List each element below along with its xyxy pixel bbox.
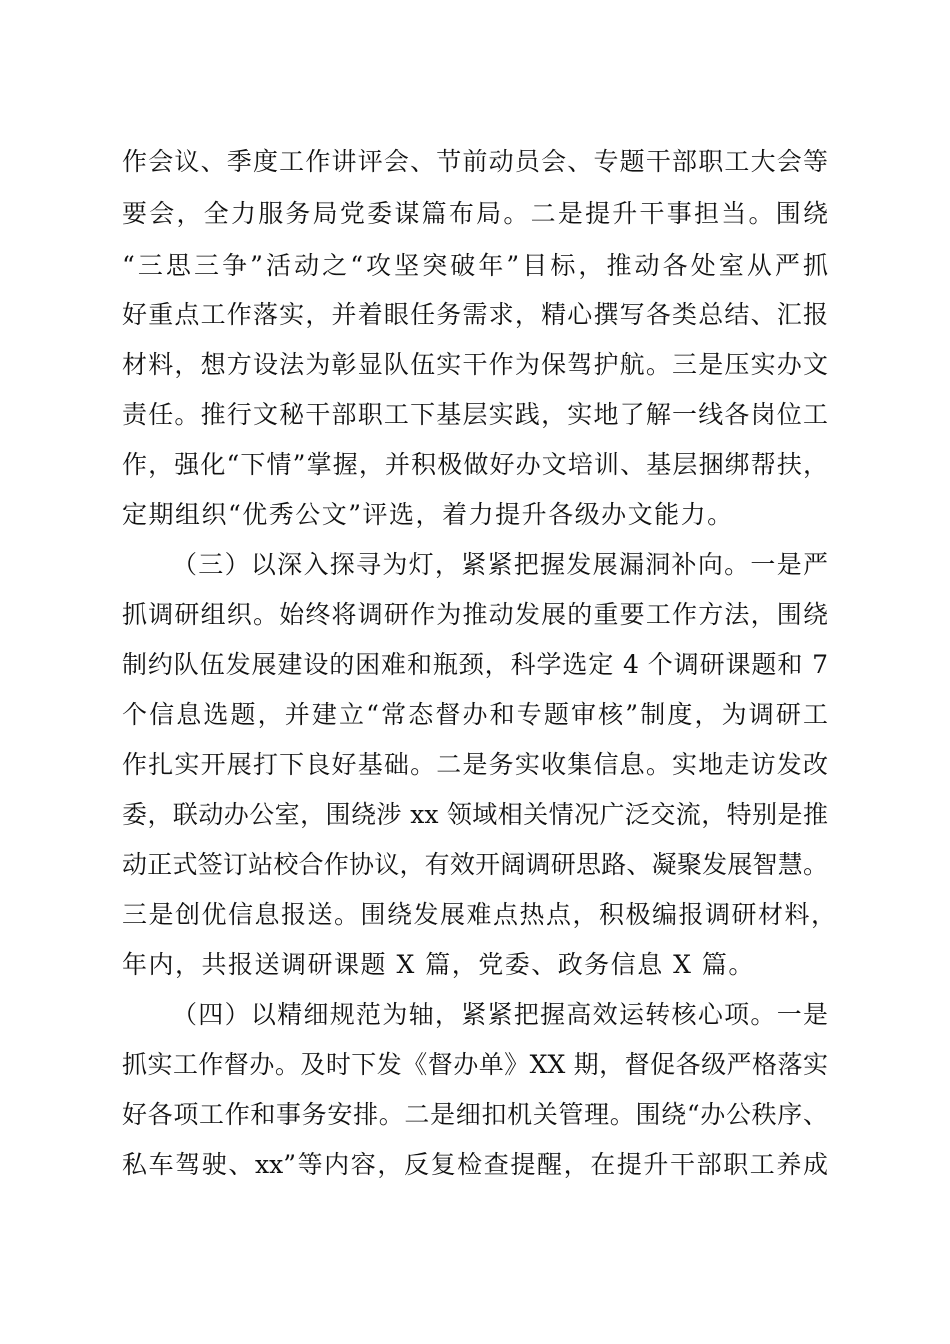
text-line: 抓实工作督办。及时下发《督办单》XX 期，督促各级严格落实 — [122, 1050, 828, 1079]
text-line: 要会，全力服务局党委谋篇布局。二是提升干事担当。围绕 — [122, 199, 828, 228]
text-line: 定期组织“优秀公文”评选，着力提升各级办文能力。 — [122, 500, 734, 529]
text-line: 个信息选题，并建立“常态督办和专题审核”制度，为调研工 — [122, 700, 828, 729]
text-line: 责任。推行文秘干部职工下基层实践，实地了解一线各岗位工 — [122, 400, 828, 429]
text-line: 作，强化“下情”掌握，并积极做好办文培训、基层捆绑帮扶， — [122, 450, 828, 479]
text-line: 动正式签订站校合作协议，有效开阔调研思路、凝聚发展智慧。 — [122, 850, 828, 879]
text-line: 好各项工作和事务安排。二是细扣机关管理。围绕“办公秩序、 — [122, 1100, 828, 1129]
text-line: 材料，想方设法为彰显队伍实干作为保驾护航。三是压实办文 — [122, 350, 828, 379]
text-line: 委，联动办公室，围绕涉 xx 领域相关情况广泛交流，特别是推 — [122, 800, 828, 829]
text-line: 好重点工作落实，并着眼任务需求，精心撰写各类总结、汇报 — [122, 300, 828, 329]
text-line: 私车驾驶、xx”等内容，反复检查提醒，在提升干部职工养成 — [122, 1150, 828, 1179]
text-line: “三思三争”活动之“攻坚突破年”目标，推动各处室从严抓 — [122, 251, 828, 280]
text-line: 年内，共报送调研课题 X 篇，党委、政务信息 X 篇。 — [122, 950, 755, 979]
section-heading-line: （四）以精细规范为轴，紧紧把握高效运转核心项。一是 — [172, 1000, 828, 1029]
text-line: 三是创优信息报送。围绕发展难点热点，积极编报调研材料， — [122, 900, 838, 929]
text-line: 制约队伍发展建设的困难和瓶颈，科学选定 4 个调研课题和 7 — [122, 650, 828, 679]
section-heading-line: （三）以深入探寻为灯，紧紧把握发展漏洞补向。一是严 — [172, 550, 828, 579]
text-line: 作会议、季度工作讲评会、节前动员会、专题干部职工大会等 — [122, 147, 828, 176]
text-line: 抓调研组织。始终将调研作为推动发展的重要工作方法，围绕 — [122, 600, 828, 629]
text-line: 作扎实开展打下良好基础。二是务实收集信息。实地走访发改 — [122, 750, 828, 779]
